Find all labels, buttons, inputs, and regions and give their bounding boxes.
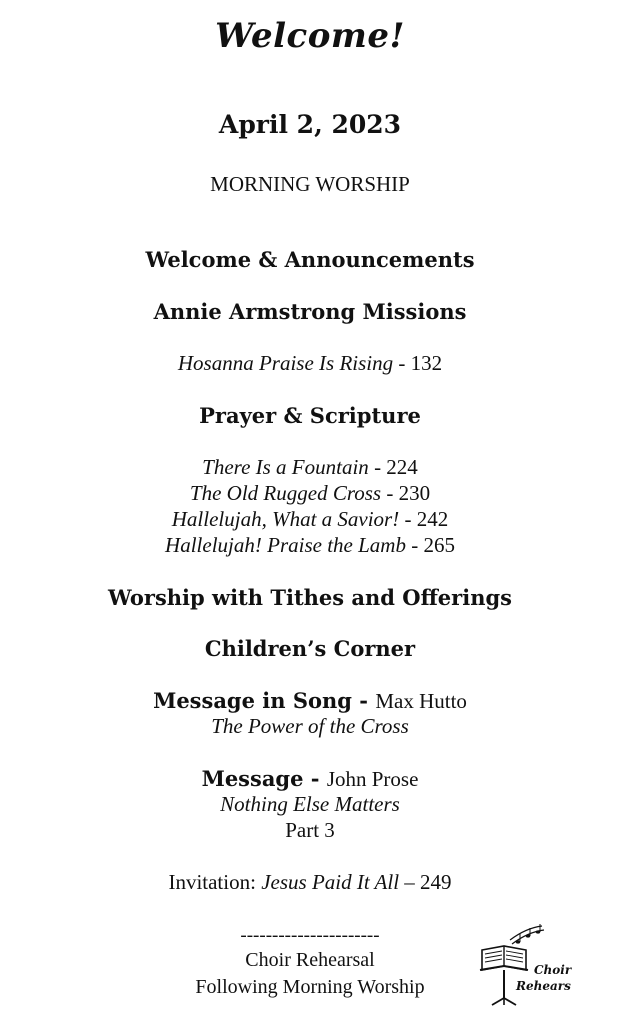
service-date: April 2, 2023 (218, 110, 402, 139)
hymn-line (0, 507, 620, 532)
hymn-number: - 265 (405, 533, 455, 557)
message-line (0, 766, 620, 792)
welcome-title: Welcome! (215, 16, 405, 56)
following-worship-text: Following Morning Worship (195, 976, 425, 998)
hymn-title: There Is a Fountain (202, 455, 369, 479)
invitation-line (0, 870, 620, 895)
invitation-label: Invitation: (168, 870, 262, 894)
separator: - (351, 688, 376, 713)
message-song-title: The Power of the Cross (211, 714, 409, 738)
childrens-corner-heading: Children’s Corner (204, 636, 416, 661)
hymn-line (0, 351, 620, 376)
tithes-heading: Worship with Tithes and Offerings (108, 585, 512, 610)
hymn-title: The Old Rugged Cross (189, 481, 382, 505)
choir-rehearsal-text: Choir Rehearsal (245, 949, 375, 971)
hymn-line (0, 533, 620, 558)
hymn-number: - 230 (381, 481, 431, 505)
invitation-title: Jesus Paid It All (261, 870, 400, 894)
separator: - (303, 766, 327, 791)
message-label: Message (201, 766, 304, 791)
logo-text: Choir (534, 963, 572, 977)
prayer-heading: Prayer & Scripture (199, 403, 421, 428)
speaker-name: John Prose (326, 767, 419, 791)
message-in-song-line (0, 688, 620, 714)
hymn-number: - 132 (393, 351, 443, 375)
message-title: Nothing Else Matters (220, 792, 400, 816)
logo-text: Rehears (516, 979, 571, 993)
hymn-title: Hallelujah, What a Savior! (171, 507, 400, 531)
welcome-announcements-heading: Welcome & Announcements (145, 247, 475, 272)
divider: ---------------------- (240, 925, 380, 946)
music-stand-icon (476, 920, 576, 1006)
hymn-title: Hallelujah! Praise the Lamb (165, 533, 406, 557)
message-in-song-label: Message in Song (153, 688, 352, 713)
choir-rehearsal-logo (476, 920, 576, 1006)
hymn-line (0, 481, 620, 506)
hymn-number: - 242 (399, 507, 449, 531)
message-part: Part 3 (285, 818, 335, 842)
invitation-number: – 249 (399, 870, 452, 894)
hymn-line (0, 455, 620, 480)
performer-name: Max Hutto (375, 689, 467, 713)
hymn-number: - 224 (368, 455, 418, 479)
hymn-title: Hosanna Praise Is Rising (177, 351, 394, 375)
service-name: MORNING WORSHIP (210, 172, 410, 196)
missions-heading: Annie Armstrong Missions (153, 299, 467, 324)
